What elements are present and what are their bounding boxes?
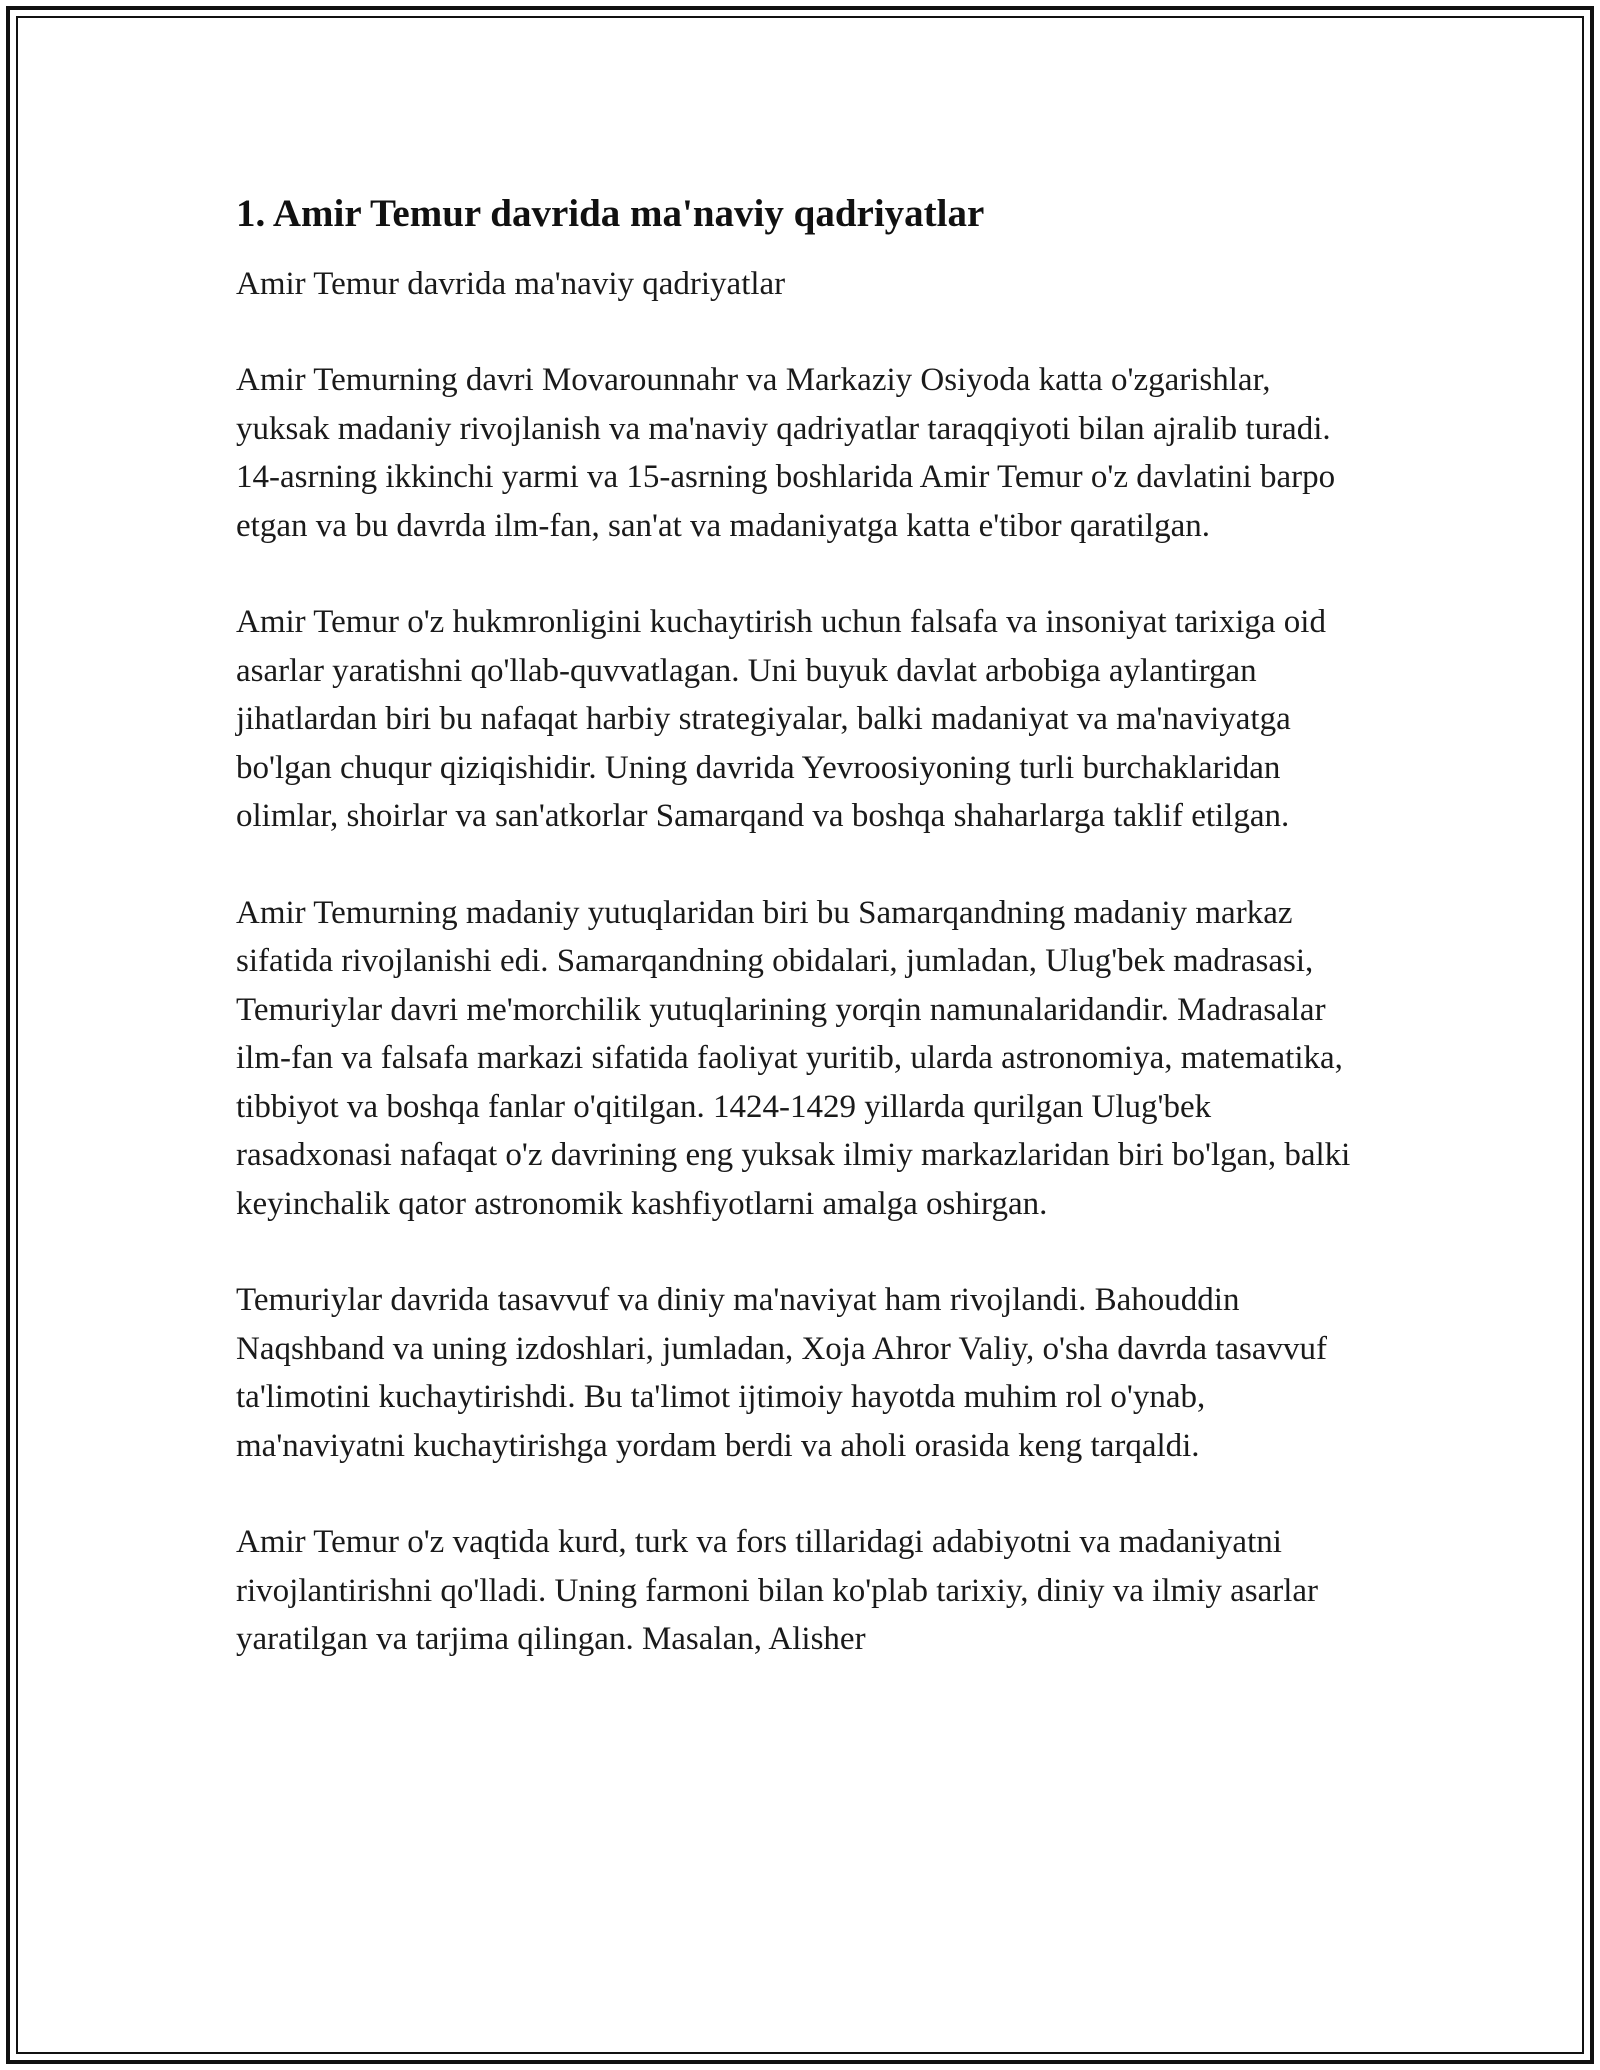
section-subtitle: Amir Temur davrida ma'naviy qadriyatlar — [236, 266, 786, 302]
paragraph-2: Amir Temur o'z hukmronligini kuchaytirish uchun falsafa va insoniyat tarixiga oid asarlar yaratishni qo'llab-quvvatlagan. Uni buyuk davlat arbobiga aylantirgan jihatlardan biri bu nafaqat harbiy strategiyalar, balki madaniyat va ma'naviyatga bo'lgan chuqur qiziqishidir. Uning davrida Yevroosiyoning turli burchaklaridan olimlar, shoirlar va san'atkorlar Samarqand va boshqa shaharlarga taklif etilgan. — [236, 604, 1326, 834]
paragraph-1: Amir Temurning davri Movarounnahr va Markaziy Osiyoda katta o'zgarishlar, yuksak madaniy rivojlanish va ma'naviy qadriyatlar taraqqiyoti bilan ajralib turadi. 14-asrning ikkinchi yarmi va 15-asrning boshlarida Amir Temur o'z davlatini barpo etgan va bu davrda ilm-fan, san'at va madaniyatga katta e'tibor qaratilgan. — [236, 362, 1336, 544]
paragraph-4: Temuriylar davrida tasavvuf va diniy ma'naviyat ham rivojlandi. Bahouddin Naqshband va uning izdoshlari, jumladan, Xoja Ahror Valiy, o'sha davrda tasavvuf ta'limotini kuchaytirishdi. Bu ta'limot ijtimoiy hayotda muhim rol o'ynab, ma'naviyatni kuchaytirishga yordam berdi va aholi orasida keng tarqaldi. — [236, 1282, 1328, 1464]
paragraph-5: Amir Temur o'z vaqtida kurd, turk va fors tillaridagi adabiyotni va madaniyatni rivojlantirishni qo'lladi. Uning farmoni bilan ko'plab tarixiy, diniy va ilmiy asarlar yaratilgan va tarjima qilingan. Masalan, Alisher — [236, 1524, 1319, 1657]
section-heading: 1. Amir Temur davrida ma'naviy qadriyatlar — [236, 192, 985, 235]
document-body — [236, 186, 1366, 1664]
paragraph-3: Amir Temurning madaniy yutuqlaridan biri bu Samarqandning madaniy markaz sifatida rivojlanishi edi. Samarqandning obidalari, jumladan, Ulug'bek madrasasi, Temuriylar davri me'morchilik yutuqlarining yorqin namunalaridandir. Madrasalar ilm-fan va falsafa markazi sifatida faoliyat yuritib, ularda astronomiya, matematika, tibbiyot va boshqa fanlar o'qitilgan. 1424-1429 yillarda qurilgan Ulug'bek rasadxonasi nafaqat o'z davrining eng yuksak ilmiy markazlaridan biri bo'lgan, balki keyinchalik qator astronomik kashfiyotlarni amalga oshirgan. — [236, 894, 1351, 1222]
